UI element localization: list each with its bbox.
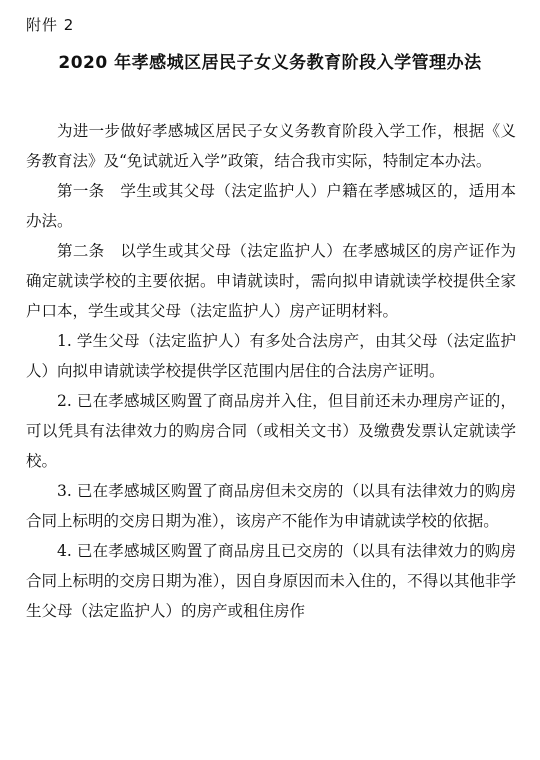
clause-1-paragraph: 1. 学生父母（法定监护人）有多处合法房产，由其父母（法定监护人）向拟申请就读学校提供学区范围内居住的合法房产证明。 — [26, 332, 516, 380]
document-body — [26, 116, 516, 626]
intro-paragraph: 为进一步做好孝感城区居民子女义务教育阶段入学工作，根据《义务教育法》及“免试就近入学”政策，结合我市实际，特制定本办法。 — [26, 122, 516, 170]
article-1-paragraph: 第一条 学生或其父母（法定监护人）户籍在孝感城区的，适用本办法。 — [26, 182, 516, 230]
clause-2-paragraph: 2. 已在孝感城区购置了商品房并入住，但目前还未办理房产证的，可以凭具有法律效力的购房合同（或相关文书）及缴费发票认定就读学校。 — [26, 392, 516, 470]
document-title: 2020 年孝感城区居民子女义务教育阶段入学管理办法 — [58, 53, 482, 73]
clause-4-paragraph: 4. 已在孝感城区购置了商品房且已交房的（以具有法律效力的购房合同上标明的交房日期为准），因自身原因而未入住的，不得以其他非学生父母（法定监护人）的房产或租住房作 — [26, 542, 516, 620]
attachment-label: 附件 2 — [26, 16, 75, 34]
clause-3-paragraph: 3. 已在孝感城区购置了商品房但未交房的（以具有法律效力的购房合同上标明的交房日期为准），该房产不能作为申请就读学校的依据。 — [26, 482, 516, 530]
article-2-paragraph: 第二条 以学生或其父母（法定监护人）在孝感城区的房产证作为确定就读学校的主要依据。申请就读时，需向拟申请就读学校提供全家户口本，学生或其父母（法定监护人）房产证明材料。 — [26, 242, 516, 320]
